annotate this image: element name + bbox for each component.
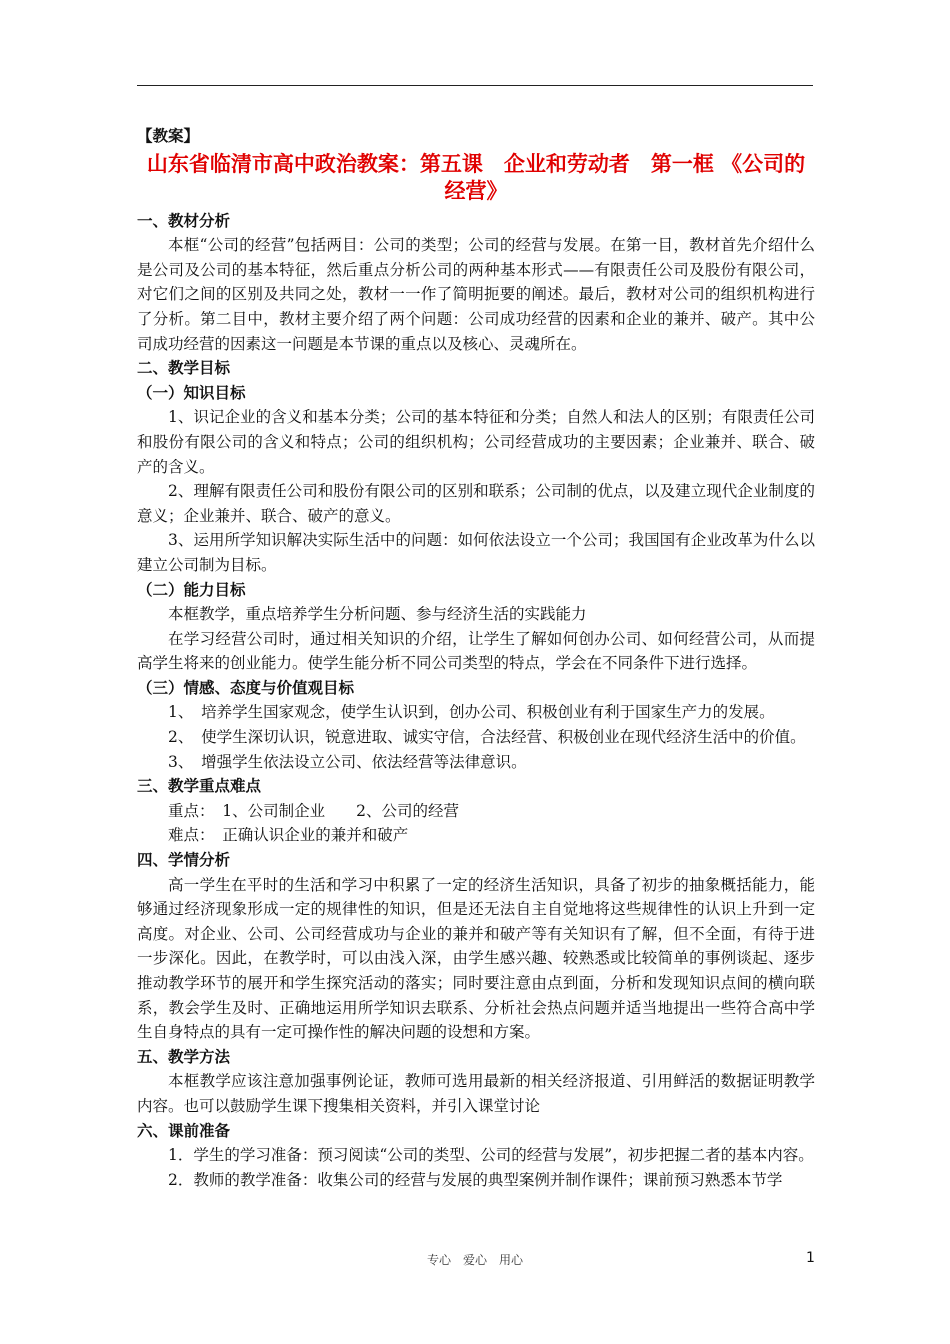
paragraph-values-1: 1、 培养学生国家观念，使学生认识到，创办公司、积极创业有利于国家生产力的发展。 [168,703,775,722]
paragraph-preparation-1: 1．学生的学习准备：预习阅读“公司的类型、公司的经营与发展”，初步把握二者的基本内容。 [168,1146,814,1165]
paragraph-methods: 本框教学应该注意加强事例论证，教师可选用最新的相关经济报道、引用鲜活的数据证明教学内容。也可以鼓励学生课下搜集相关资料，并引入课堂讨论 [137,1072,815,1115]
paragraph-values-2: 2、 使学生深切认识，锐意进取、诚实守信，合法经营、积极创业在现代经济生活中的价值。 [168,728,806,747]
paragraph-values-3: 3、 增强学生依法设立公司、依法经营等法律意识。 [168,752,527,771]
section-heading-analysis: 一、教材分析 [137,211,231,230]
page-footer: 专心 爱心 用心 [426,1253,523,1267]
paragraph-preparation-2: 2．教师的教学准备：收集公司的经营与发展的典型案例并制作课件；课前预习熟悉本节学 [168,1170,783,1189]
subheading-ability: （二）能力目标 [137,580,246,599]
section-heading-goals: 二、教学目标 [137,359,231,378]
section-heading-key-points: 三、教学重点难点 [137,777,262,796]
subheading-values: （三）情感、态度与价值观目标 [137,678,355,697]
section-heading-preparation: 六、课前准备 [137,1121,231,1140]
doc-title: 山东省临清市高中政治教案：第五课 企业和劳动者 第一框 《公司的经营》 [146,151,806,203]
page-number: 1 [806,1250,815,1266]
paragraph-ability-2: 在学习经营公司时，通过相关知识的介绍，让学生了解如何创办公司、如何经营公司，从而提高学生将来的创业能力。使学生能分析不同公司类型的特点，学会在不同条件下进行选择。 [137,629,815,673]
doc-tag: 【教案】 [137,127,200,145]
header-rule [137,85,813,86]
paragraph-difficult-point: 难点： 正确认识企业的兼并和破产 [168,826,409,845]
paragraph-key-point: 重点： 1、公司制企业 2、公司的经营 [168,801,459,820]
section-heading-methods: 五、教学方法 [137,1047,231,1066]
subheading-knowledge: （一）知识目标 [137,383,246,402]
paragraph-knowledge-2: 2、理解有限责任公司和股份有限公司的区别和联系；公司制的优点，以及建立现代企业制度的意义；企业兼并、联合、破产的意义。 [137,482,815,525]
paragraph-knowledge-1: 1、识记企业的含义和基本分类；公司的基本特征和分类；自然人和法人的区别；有限责任公司和股份有限公司的含义和特点；公司的组织机构；公司经营成功的主要因素；企业兼并、联合、破产的含义。 [137,408,815,476]
paragraph-students: 高一学生在平时的生活和学习中积累了一定的经济生活知识，具备了初步的抽象概括能力，能够通过经济现象形成一定的规律性的知识，但是还无法自主自觉地将这些规律性的认识上升到一定高度。对企业、公司、公司经营成功与企业的兼并和破产等有关知识有了解，但不全面，有待于进一步深化。因此，在教学时，可以由浅入深，由学生感兴趣、较熟悉或比较简单的事例谈起、逐步推动教学环节的展开和学生探究活动的落实；同时要注意由点到面，分析和发现知识点间的横向联系，教会学生及时、正确地运用所学知识去联系、分析社会热点问题并适当地提出一些符合高中学生自身特点的具有一定可操作性的解决问题的设想和方案。 [137,875,815,1042]
paragraph-analysis: 本框“公司的经营”包括两目：公司的类型；公司的经营与发展。在第一目，教材首先介绍什么是公司及公司的基本特征，然后重点分析公司的两种基本形式——有限责任公司及股份有限公司，对它们之间的区别及共同之处，教材一一作了简明扼要的阐述。最后，教材对公司的组织机构进行了分析。第二目中，教材主要介绍了两个问题：公司成功经营的因素和企业的兼并、破产。其中公司成功经营的因素这一问题是本节课的重点以及核心、灵魂所在。 [137,236,815,353]
paragraph-knowledge-3: 3、运用所学知识解决实际生活中的问题：如何依法设立一个公司；我国国有企业改革为什么以建立公司制为目标。 [137,531,815,574]
document-body [137,124,815,1192]
paragraph-ability-1: 本框教学，重点培养学生分析问题、参与经济生活的实践能力 [168,605,587,624]
section-heading-students: 四、学情分析 [137,851,231,870]
